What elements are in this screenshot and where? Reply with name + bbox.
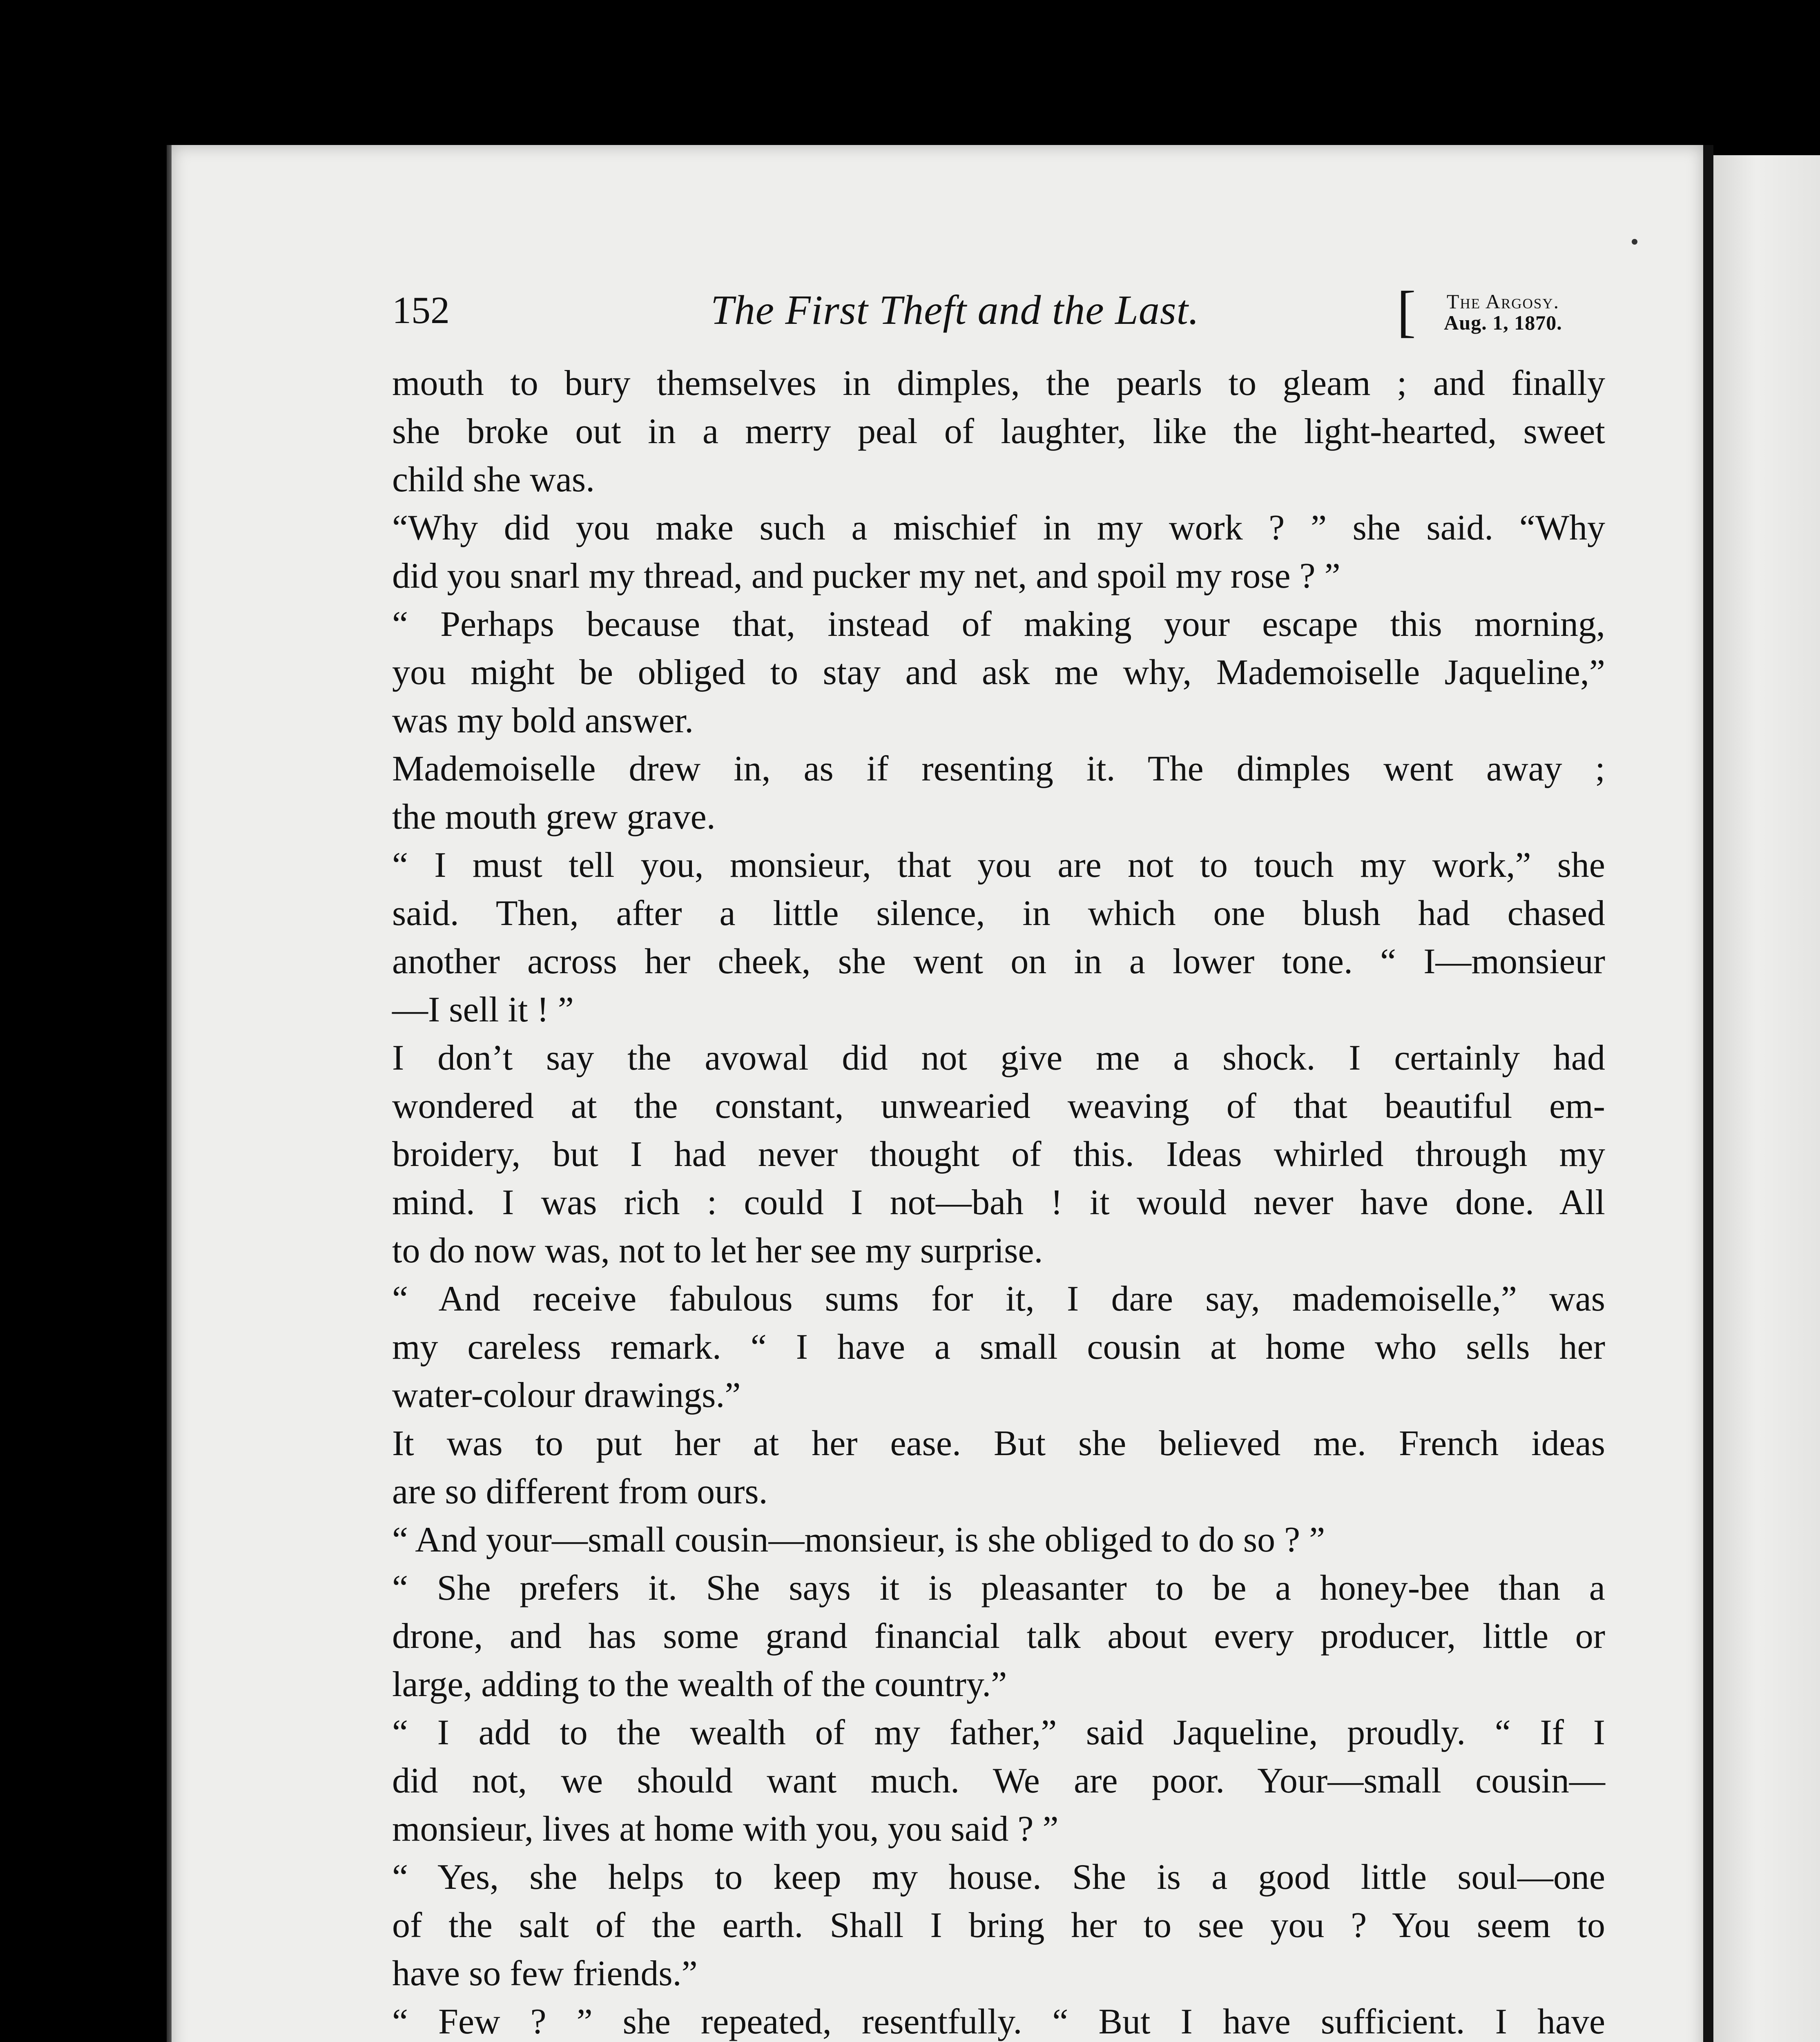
text-line: I don’t say the avowal did not give me a shock. I certainly had — [392, 1038, 1605, 1078]
running-title: The First Theft and the Last. — [711, 287, 1200, 333]
text-line: to do now was, not to let her see my surprise. — [392, 1231, 1043, 1271]
book-gutter — [1703, 145, 1713, 2042]
text-line: my careless remark. “ I have a small cousin at home who sells her — [392, 1327, 1605, 1367]
facing-page-edge — [1713, 155, 1820, 2042]
text-line: “ Perhaps because that, instead of making your escape this morning, — [392, 604, 1605, 644]
ink-spot — [1632, 239, 1637, 245]
text-line: the mouth grew grave. — [392, 797, 716, 837]
text-line: child she was. — [392, 460, 595, 499]
text-line: of the salt of the earth. Shall I bring her to see you ? You seem to — [392, 1906, 1605, 1945]
text-line: water-colour drawings.” — [392, 1375, 741, 1415]
text-line: Mademoiselle drew in, as if resenting it. The dimples went away ; — [392, 749, 1605, 789]
source-journal: The Argosy. — [1446, 290, 1560, 313]
text-line: did you snarl my thread, and pucker my net, and spoil my rose ? ” — [392, 556, 1340, 596]
text-line: “ And receive fabulous sums for it, I dare say, mademoiselle,” was — [392, 1279, 1605, 1319]
text-line: “ She prefers it. She says it is pleasanter to be a honey-bee than a — [392, 1568, 1605, 1608]
text-line: mouth to bury themselves in dimples, the pearls to gleam ; and finally — [392, 363, 1605, 403]
text-line: was my bold answer. — [392, 701, 694, 740]
text-line: “ Few ? ” she repeated, resentfully. “ But I have sufficient. I have — [392, 2002, 1605, 2042]
page-header — [392, 280, 1605, 343]
source-bracket: [ — [1397, 280, 1416, 343]
text-line: “ And your—small cousin—monsieur, is she obliged to do so ? ” — [392, 1520, 1325, 1560]
text-line: —I sell it ! ” — [392, 990, 574, 1030]
source-citation — [1417, 291, 1589, 333]
text-line: “ I must tell you, monsieur, that you are not to touch my work,” she — [392, 845, 1605, 885]
text-line: mind. I was rich : could I not—bah ! it would never have done. All — [392, 1183, 1605, 1222]
text-line: did not, we should want much. We are poor. Your—small cousin— — [392, 1761, 1605, 1801]
text-line: “Why did you make such a mischief in my work ? ” she said. “Why — [392, 508, 1605, 548]
text-line: large, adding to the wealth of the country.” — [392, 1665, 1007, 1704]
text-line: It was to put her at her ease. But she believed me. French ideas — [392, 1424, 1605, 1463]
text-line: she broke out in a merry peal of laughter, like the light-hearted, sweet — [392, 412, 1605, 451]
text-line: you might be obliged to stay and ask me why, Mademoiselle Jaqueline,” — [392, 653, 1605, 692]
text-line: are so different from ours. — [392, 1472, 768, 1511]
page-number: 152 — [392, 289, 450, 332]
text-line: another across her cheek, she went on in a lower tone. “ I—monsieur — [392, 942, 1605, 981]
body-text — [392, 359, 1605, 2042]
text-line: broidery, but I had never thought of this. Ideas whirled through my — [392, 1135, 1605, 1174]
source-date: Aug. 1, 1870. — [1444, 311, 1562, 334]
text-line: monsieur, lives at home with you, you said ? ” — [392, 1809, 1059, 1849]
text-line: have so few friends.” — [392, 1954, 698, 1993]
text-line: “ Yes, she helps to keep my house. She is a good little soul—one — [392, 1857, 1605, 1897]
text-line: drone, and has some grand financial talk about every producer, little or — [392, 1616, 1605, 1656]
text-line: said. Then, after a little silence, in which one blush had chased — [392, 894, 1605, 933]
text-line: wondered at the constant, unwearied weaving of that beautiful em- — [392, 1086, 1605, 1126]
text-line: “ I add to the wealth of my father,” said Jaqueline, proudly. “ If I — [392, 1713, 1605, 1752]
